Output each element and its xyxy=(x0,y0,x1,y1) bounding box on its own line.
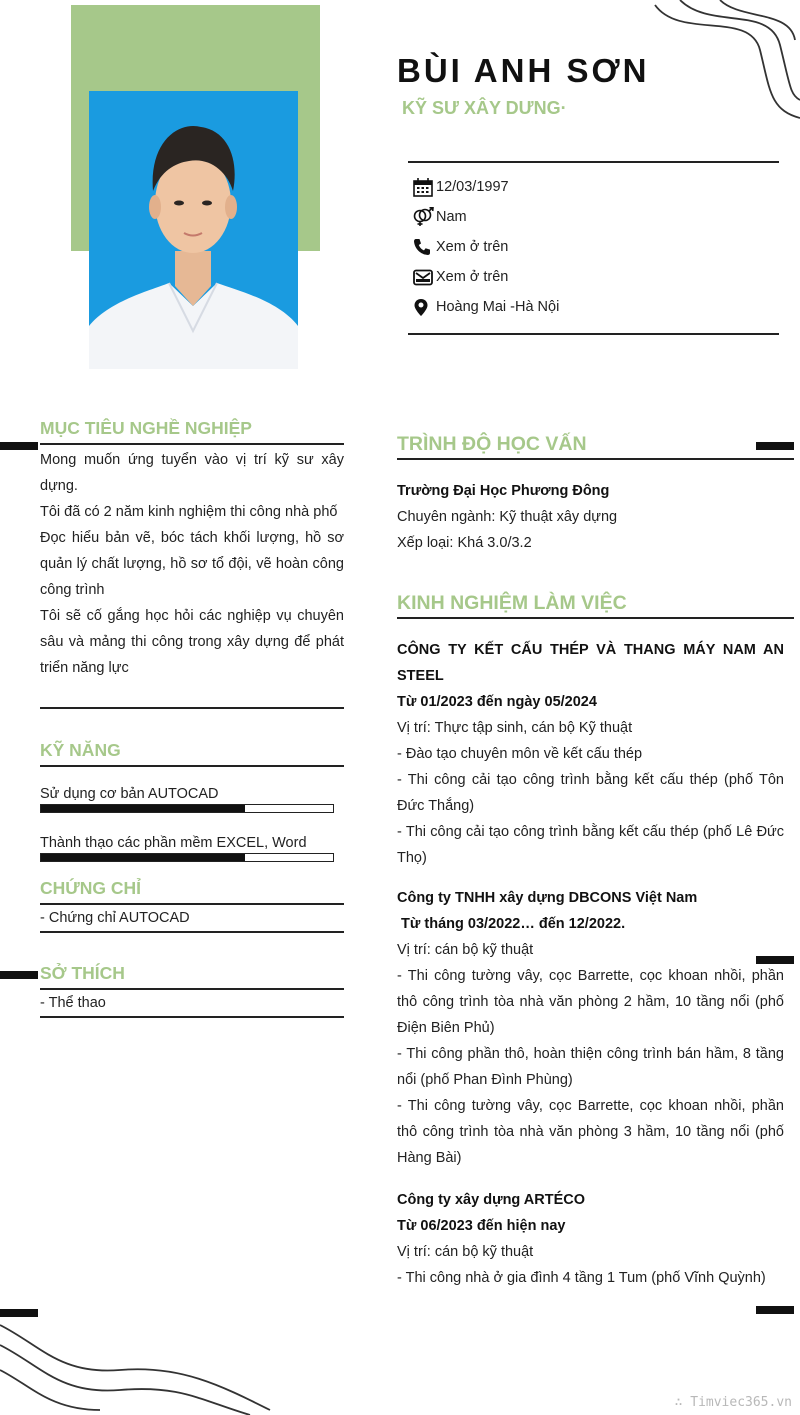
birthday-text: 12/03/1997 xyxy=(436,179,509,195)
hobbies-title: SỞ THÍCH xyxy=(40,963,125,983)
job-period: Từ 06/2023 đến hiện nay xyxy=(397,1218,566,1234)
contact-rule-top xyxy=(408,161,779,163)
edge-tab-left-1 xyxy=(0,442,38,450)
job-period: Từ tháng 03/2022… đến 12/2022. xyxy=(397,916,626,932)
skills-rule xyxy=(40,765,344,767)
job-entry xyxy=(397,885,784,1171)
job-company: Công ty xây dựng ARTÉCO xyxy=(397,1192,585,1208)
skill-label: Thành thạo các phần mềm EXCEL, Word xyxy=(40,835,307,851)
education-rule xyxy=(397,458,794,460)
skill-label: Sử dụng cơ bản AUTOCAD xyxy=(40,786,219,802)
contact-address xyxy=(413,296,559,318)
gender-icon xyxy=(413,207,435,227)
certificates-rule-bottom xyxy=(40,931,344,933)
gender-text: Nam xyxy=(436,209,467,225)
job-task: - Thi công cải tạo công trình bằng kết cấu thép (phố Tôn Đức Thắng) xyxy=(397,772,784,814)
profile-photo xyxy=(89,91,298,369)
objective-title: MỤC TIÊU NGHỀ NGHIỆP xyxy=(40,418,252,438)
skill-bar xyxy=(40,804,334,813)
contact-email xyxy=(413,266,508,288)
job-position: Vị trí: cán bộ kỹ thuật xyxy=(397,942,534,958)
objective-paragraph: Tôi sẽ cố gắng học hỏi các nghiệp vụ chuyên sâu và mảng thi công trong xây dựng để phát triển năng lực xyxy=(40,608,344,676)
skill-item xyxy=(40,784,344,813)
education-grade: Xếp loại: Khá 3.0/3.2 xyxy=(397,535,532,551)
edge-tab-left-3 xyxy=(0,1309,38,1317)
skill-bar-fill xyxy=(41,805,245,812)
skill-bar-fill xyxy=(41,854,245,861)
envelope-icon xyxy=(413,267,435,287)
edge-tab-right-3 xyxy=(756,1306,794,1314)
job-task: - Thi công nhà ở gia đình 4 tầng 1 Tum (phố Vĩnh Quỳnh) xyxy=(397,1270,766,1286)
job-position: Vị trí: Thực tập sinh, cán bộ Kỹ thuật xyxy=(397,720,633,736)
edge-tab-left-2 xyxy=(0,971,38,979)
experience-title: KINH NGHIỆM LÀM VIỆC xyxy=(397,592,627,614)
skill-item xyxy=(40,833,344,862)
contact-birthday xyxy=(413,176,509,198)
email-text: Xem ở trên xyxy=(436,269,509,285)
address-text: Hoàng Mai -Hà Nội xyxy=(436,299,560,315)
objective-paragraph: Tôi đã có 2 năm kinh nghiệm thi công nhà phố xyxy=(40,504,338,520)
decorative-waves-bottom xyxy=(0,1315,280,1415)
job-task: - Thi công tường vây, cọc Barrette, cọc khoan nhồi, phần thô công trình tòa nhà văn phòng 2 hầm, 10 tầng nổi (phố Điện Biên Phủ) xyxy=(397,968,784,1036)
education-body xyxy=(397,478,784,556)
experience-rule xyxy=(397,617,794,619)
location-pin-icon xyxy=(413,297,435,317)
job-task: - Thi công phần thô, hoàn thiện công trình bán hầm, 8 tầng nổi (phố Phan Đình Phùng) xyxy=(397,1046,784,1088)
hobbies-rule-bottom xyxy=(40,1016,344,1018)
job-company: Công ty TNHH xây dựng DBCONS Việt Nam xyxy=(397,890,698,906)
education-major: Chuyên ngành: Kỹ thuật xây dựng xyxy=(397,509,618,525)
job-task: - Thi công cải tạo công trình bằng kết cấu thép (phố Lê Đức Thọ) xyxy=(397,824,784,866)
job-task: - Đào tạo chuyên môn về kết cấu thép xyxy=(397,746,643,762)
certificate-item: - Chứng chỉ AUTOCAD xyxy=(40,910,190,926)
job-position: Vị trí: cán bộ kỹ thuật xyxy=(397,1244,534,1260)
education-school: Trường Đại Học Phương Đông xyxy=(397,483,610,499)
education-title: TRÌNH ĐỘ HỌC VẤN xyxy=(397,433,587,455)
watermark-text: ∴ Timviec365.vn xyxy=(674,1395,792,1410)
job-period: Từ 01/2023 đến ngày 05/2024 xyxy=(397,694,597,710)
contact-phone xyxy=(413,236,508,258)
hobby-item: - Thể thao xyxy=(40,995,106,1011)
certificates-title: CHỨNG CHỈ xyxy=(40,878,142,898)
calendar-icon xyxy=(413,177,435,197)
skills-title: KỸ NĂNG xyxy=(40,740,121,760)
objective-paragraph: Đọc hiểu bản vẽ, bóc tách khối lượng, hồ sơ quản lý chất lượng, hồ sơ tổ đội, vẽ hoàn công công trình xyxy=(40,530,344,598)
objective-rule-bottom xyxy=(40,707,344,709)
phone-icon xyxy=(413,237,435,257)
objective-rule-top xyxy=(40,443,344,445)
job-entry xyxy=(397,1187,784,1291)
contact-gender xyxy=(413,206,467,228)
phone-text: Xem ở trên xyxy=(436,239,509,255)
job-company: CÔNG TY KẾT CẤU THÉP VÀ THANG MÁY NAM AN STEEL xyxy=(397,642,784,684)
job-task: - Thi công tường vây, cọc Barrette, cọc khoan nhồi, phần thô công trình tòa nhà văn phòng 3 hầm, 10 tầng nổi (phố Hàng Bài) xyxy=(397,1098,784,1166)
candidate-title: KỸ SƯ XÂY DƯNG· xyxy=(402,98,567,118)
objective-body xyxy=(40,447,344,681)
decorative-waves-top xyxy=(640,0,800,130)
candidate-name: BÙI ANH SƠN xyxy=(397,52,650,89)
skill-bar xyxy=(40,853,334,862)
objective-paragraph: Mong muốn ứng tuyển vào vị trí kỹ sư xây dựng. xyxy=(40,452,344,494)
job-entry xyxy=(397,637,784,871)
contact-rule-bottom xyxy=(408,333,779,335)
